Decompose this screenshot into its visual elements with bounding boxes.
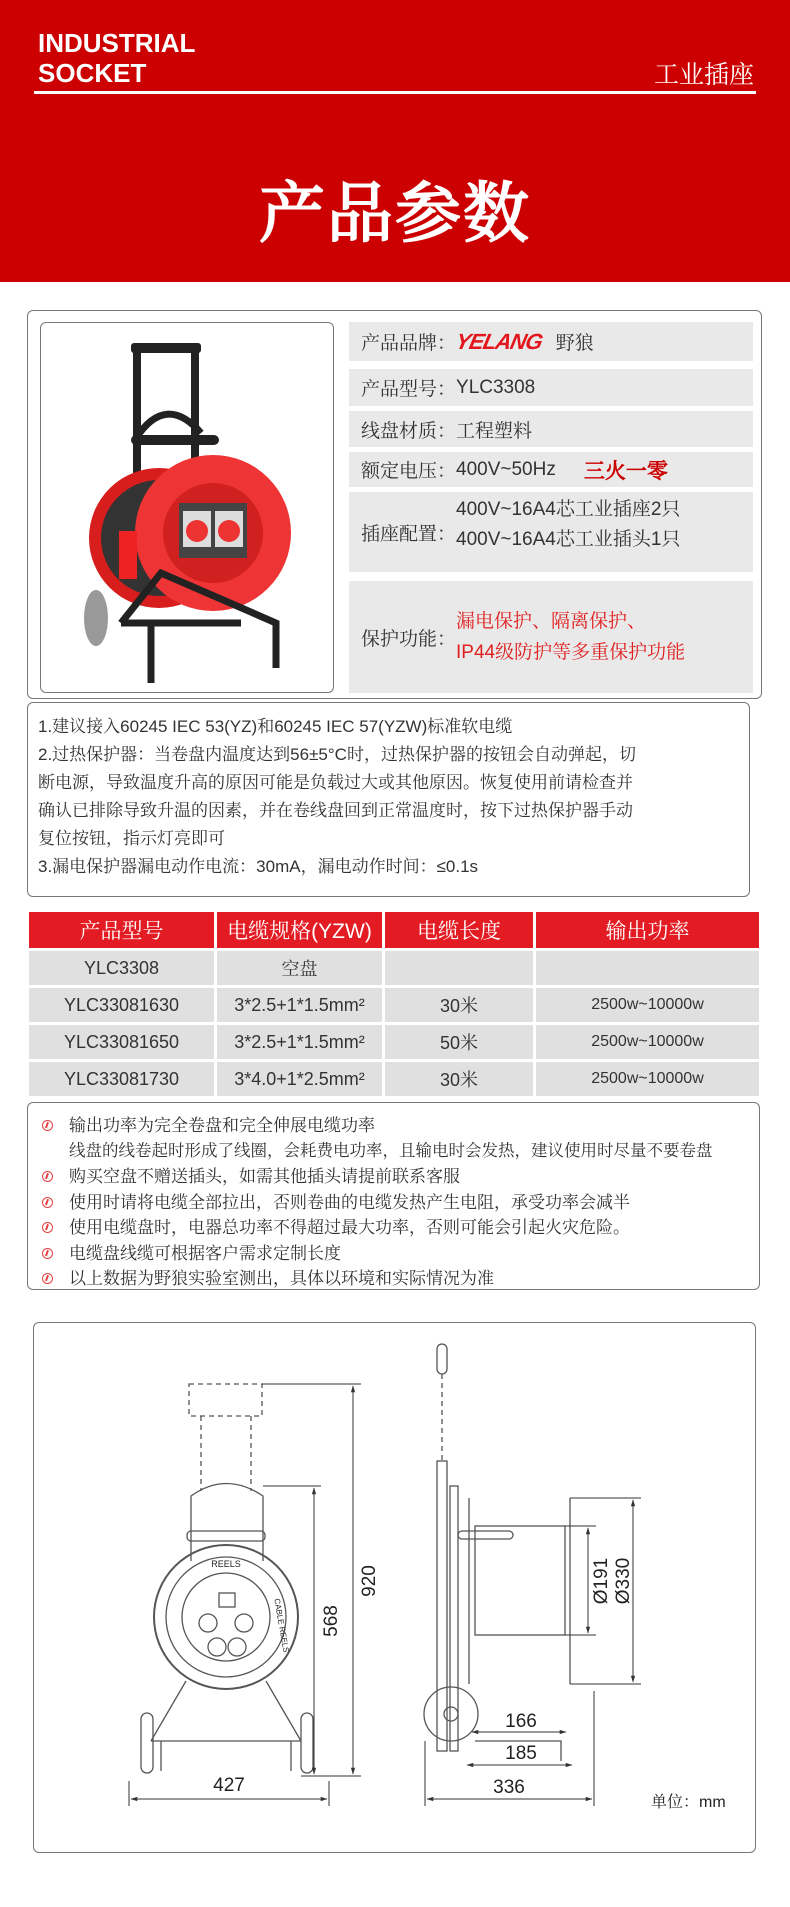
reel-text: REELS	[211, 1559, 241, 1569]
spec-value-line: 漏电保护、隔离保护、	[456, 611, 647, 632]
cell-power	[536, 951, 759, 985]
dimension-drawing	[34, 1323, 757, 1854]
spec-label: 产品型号：	[361, 379, 457, 400]
power-notes	[27, 1102, 760, 1290]
table-header-row	[29, 912, 759, 948]
bullet-icon	[42, 1273, 53, 1284]
spec-label: 保护功能：	[361, 628, 457, 650]
spec-row-brand	[349, 322, 753, 361]
phase-badge: 三火一零	[583, 459, 668, 483]
list-item	[42, 1241, 759, 1267]
cell-model: YLC33081630	[29, 988, 214, 1022]
usage-notes	[27, 702, 750, 897]
list-item	[42, 1113, 759, 1139]
note-line: 确认已排除导致升温的因素，并在卷线盘回到正常温度时，按下过热保护器手动	[38, 801, 633, 820]
reel-text-side: CABLE REELS	[272, 1597, 291, 1654]
dim-outer-diameter: Ø330	[613, 1557, 634, 1605]
cable-reel-illustration	[41, 323, 334, 693]
header-en-line2: SOCKET	[38, 58, 147, 88]
cell-model: YLC33081730	[29, 1062, 214, 1096]
list-item-text: 输出功率为完全卷盘和完全伸展电缆功率	[69, 1116, 375, 1135]
dim-185: 185	[505, 1743, 537, 1764]
spec-value-line: 400V~16A4芯工业插头1只	[456, 529, 681, 550]
table-row	[29, 951, 759, 985]
note-line: 2.过热保护器：当卷盘内温度达到56±5°C时，过热保护器的按钮会自动弹起，切	[38, 745, 636, 764]
spec-row-voltage	[349, 452, 753, 487]
list-item-continuation: 线盘的线卷起时形成了线圈，会耗费电功率，且输电时会发热，建议使用时尽量不要卷盘	[69, 1141, 713, 1160]
cell-model: YLC33081650	[29, 1025, 214, 1059]
header-divider	[34, 91, 756, 94]
list-item-text: 购买空盘不赠送插头，如需其他插头请提前联系客服	[69, 1167, 460, 1186]
model-table	[26, 909, 762, 1099]
cell-length: 30米	[385, 1062, 533, 1096]
bullet-icon	[42, 1248, 53, 1259]
spec-value: 工程塑料	[456, 420, 533, 442]
cell-spec: 3*2.5+1*1.5mm²	[217, 1025, 382, 1059]
spec-label: 线盘材质：	[361, 420, 457, 442]
product-image	[40, 322, 334, 693]
note-line: 复位按钮，指示灯亮即可	[38, 829, 225, 848]
table-row	[29, 1025, 759, 1059]
dim-166: 166	[505, 1711, 537, 1732]
cell-length: 30米	[385, 988, 533, 1022]
brand-logo: YELANG	[453, 328, 545, 354]
spec-label: 插座配置：	[361, 523, 457, 545]
cell-power: 2500w~10000w	[536, 988, 759, 1022]
note-line: 断电源，导致温度升高的原因可能是负载过大或其他原因。恢复使用前请检查并	[38, 773, 633, 792]
spec-value-line: IP44级防护等多重保护功能	[456, 642, 686, 663]
cell-spec: 3*2.5+1*1.5mm²	[217, 988, 382, 1022]
list-item	[42, 1266, 759, 1292]
list-item	[42, 1164, 759, 1190]
column-header: 电缆长度	[385, 912, 533, 948]
spec-row-model	[349, 369, 753, 406]
table-row	[29, 988, 759, 1022]
dimension-diagram	[33, 1322, 756, 1853]
list-item-text: 电缆盘线缆可根据客户需求定制长度	[69, 1243, 341, 1263]
cell-power: 2500w~10000w	[536, 1025, 759, 1059]
spec-label: 产品品牌：	[361, 333, 457, 354]
cell-model: YLC3308	[29, 951, 214, 985]
spec-label: 额定电压：	[361, 461, 457, 482]
dim-inner-diameter: Ø191	[591, 1557, 612, 1605]
cell-spec: 3*4.0+1*2.5mm²	[217, 1062, 382, 1096]
list-item-text: 以上数据为野狼实验室测出，具体以环境和实际情况为准	[69, 1269, 494, 1288]
dim-height-frame: 568	[321, 1605, 342, 1637]
column-header: 输出功率	[536, 912, 759, 948]
spec-value: YLC3308	[456, 376, 536, 398]
list-item-text: 使用时请将电缆全部拉出，否则卷曲的电缆发热产生电阻，承受功率会减半	[69, 1192, 630, 1212]
spec-row-material	[349, 411, 753, 447]
note-line: 1.建议接入60245 IEC 53(YZ)和60245 IEC 57(YZW)标准软电缆	[38, 717, 513, 736]
cell-power: 2500w~10000w	[536, 1062, 759, 1096]
bullet-icon	[42, 1171, 53, 1182]
bullet-icon	[42, 1222, 53, 1233]
header-en-line1: INDUSTRIAL	[38, 28, 196, 58]
bullet-icon	[42, 1197, 53, 1208]
spec-row-socket	[349, 492, 753, 572]
page-title: 产品参数	[259, 176, 531, 250]
spec-row-protection	[349, 581, 753, 693]
cell-spec: 空盘	[217, 951, 382, 985]
list-item	[42, 1215, 759, 1241]
list-item	[42, 1190, 759, 1216]
spec-value: 野狼	[555, 333, 594, 354]
cell-length: 50米	[385, 1025, 533, 1059]
cell-length	[385, 951, 533, 985]
dim-width-front: 427	[213, 1775, 245, 1796]
dim-height-total: 920	[359, 1565, 380, 1597]
header-category: 工业插座	[653, 61, 754, 89]
table-row	[29, 1062, 759, 1096]
spec-value: 400V~50Hz	[456, 458, 556, 480]
note-line: 3.漏电保护器漏电动作电流：30mA，漏电动作时间：≤0.1s	[38, 857, 479, 876]
column-header: 产品型号	[29, 912, 214, 948]
column-header: 电缆规格(YZW)	[217, 912, 382, 948]
bullet-icon	[42, 1120, 53, 1131]
dim-width-side: 336	[493, 1777, 525, 1798]
spec-value-line: 400V~16A4芯工业插座2只	[456, 499, 681, 520]
unit-label: 单位：mm	[651, 1794, 726, 1811]
list-item-text: 使用电缆盘时，电器总功率不得超过最大功率，否则可能会引起火灾危险。	[69, 1218, 630, 1237]
